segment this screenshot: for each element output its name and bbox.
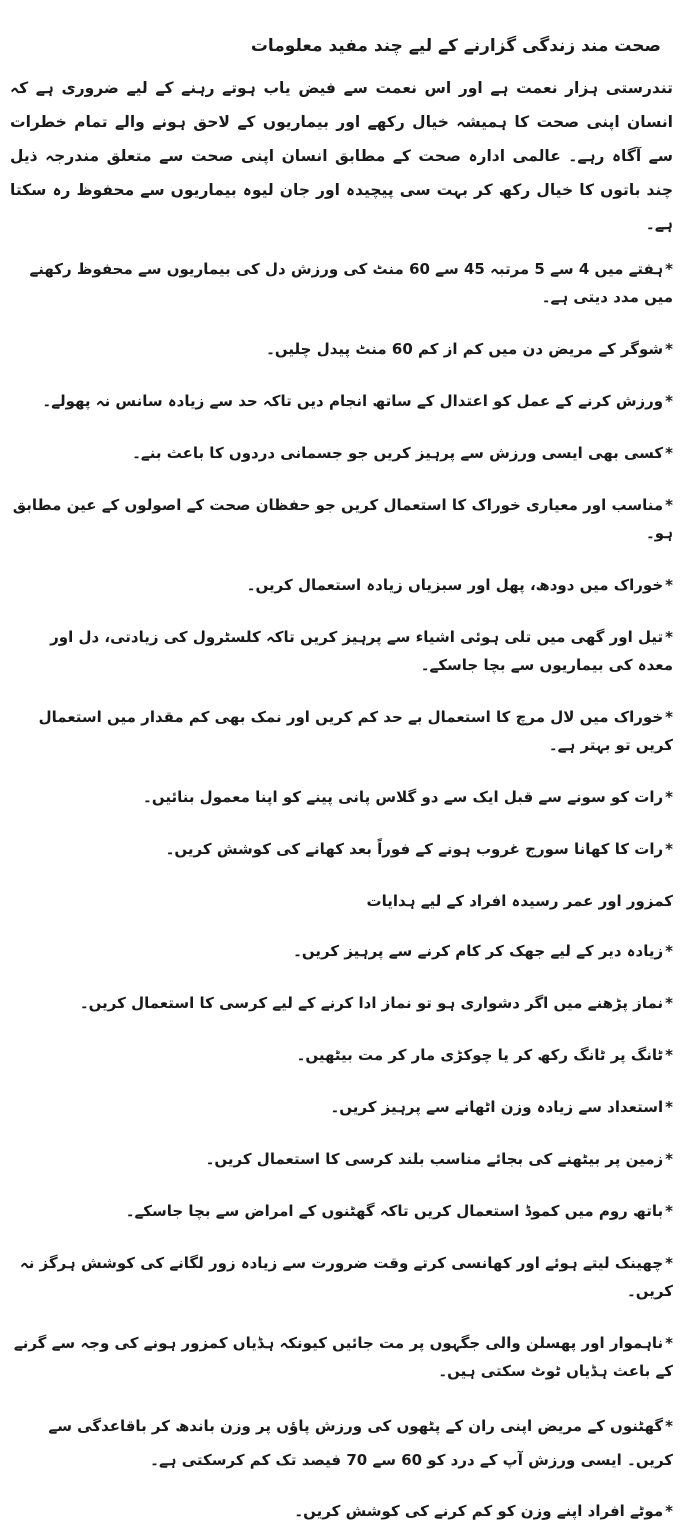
list-item <box>10 1145 673 1173</box>
list-item <box>10 989 673 1017</box>
bullet-mark: * <box>665 1202 673 1220</box>
list-item-text: ہفتے میں 4 سے 5 مرتبہ 45 سے 60 منٹ کی ورزش دل کی بیماریوں سے محفوظ رکھنے میں مدد دیتی ہے۔ <box>29 260 673 306</box>
list-item-text: گھٹنوں کے مریض اپنی ران کے پٹھوں کی ورزش پاؤں پر وزن باندھ کر باقاعدگی سے کریں۔ ایسی ورزش آپ کے درد کو 60 سے 70 فیصد تک کم کرسکتی ہے۔ <box>48 1417 673 1469</box>
list-item <box>10 439 673 467</box>
list-item-text: زمین پر بیٹھنے کی بجائے مناسب بلند کرسی کا استعمال کریں۔ <box>205 1150 664 1168</box>
list-item-text: شوگر کے مریض دن میں کم از کم 60 منٹ پیدل چلیں۔ <box>266 340 664 358</box>
list-item <box>10 1329 673 1385</box>
bullet-mark: * <box>665 942 673 960</box>
bullet-mark: * <box>665 1334 673 1352</box>
list-item-text: رات کو سونے سے قبل ایک سے دو گلاس پانی پینے کو اپنا معمول بنائیں۔ <box>143 788 664 806</box>
bullet-mark: * <box>665 1502 673 1520</box>
bullet-mark: * <box>665 392 673 410</box>
list-item <box>10 623 673 679</box>
health-tips-list <box>10 255 673 863</box>
bullet-mark: * <box>665 1417 673 1435</box>
bullet-mark: * <box>665 840 673 858</box>
list-item-text: خوراک میں دودھ، پھل اور سبزیاں زیادہ استعمال کریں۔ <box>246 576 664 594</box>
list-item <box>10 571 673 599</box>
article-title: صحت مند زندگی گزارنے کے لیے چند مفید معلومات <box>250 36 661 56</box>
list-item <box>10 335 673 363</box>
list-item-text: باتھ روم میں کموڈ استعمال کریں تاکہ گھٹنوں کے امراض سے بچا جاسکے۔ <box>125 1202 664 1220</box>
bullet-mark: * <box>665 444 673 462</box>
bullet-mark: * <box>665 1254 673 1272</box>
article-intro: تندرستی ہزار نعمت ہے اور اس نعمت سے فیض یاب ہوتے رہنے کے لیے ضروری ہے کہ انسان اپنی صحت کا ہمیشہ خیال رکھے اور بیماریوں کے لاحق ہونے والے تمام خطرات سے آگاہ رہے۔ عالمی ادارہ صحت کے مطابق انسان اپنی صحت سے متعلق مندرجہ ذیل چند باتوں کا خیال رکھ کر بہت سی پیچیدہ اور جان لیوہ بیماریوں سے محفوظ رہ سکتا ہے۔ <box>10 79 673 233</box>
list-item-text: نماز پڑھنے میں اگر دشواری ہو تو نماز ادا کرنے کے لیے کرسی کا استعمال کریں۔ <box>79 994 664 1012</box>
bullet-mark: * <box>665 788 673 806</box>
list-item-text: کسی بھی ایسی ورزش سے پرہیز کریں جو جسمانی دردوں کا باعث بنے۔ <box>132 444 664 462</box>
bullet-mark: * <box>665 994 673 1012</box>
list-item <box>10 387 673 415</box>
bullet-mark: * <box>665 576 673 594</box>
list-item <box>10 1249 673 1305</box>
list-item-text: رات کا کھانا سورج غروب ہونے کے فوراً بعد کھانے کی کوشش کریں۔ <box>165 840 664 858</box>
list-item <box>10 1041 673 1069</box>
bullet-mark: * <box>665 1150 673 1168</box>
list-item-text: خوراک میں لال مرچ کا استعمال بے حد کم کریں اور نمک بھی کم مقدار میں استعمال کریں تو بہتر ہے۔ <box>38 708 673 754</box>
bullet-mark: * <box>665 496 673 514</box>
list-item <box>10 937 673 965</box>
list-item-text: ورزش کرنے کے عمل کو اعتدال کے ساتھ انجام دیں تاکہ حد سے زیادہ سانس نہ پھولے۔ <box>42 392 664 410</box>
list-item <box>10 703 673 759</box>
list-item <box>10 835 673 863</box>
list-item-text: موٹے افراد اپنے وزن کو کم کرنے کی کوشش کریں۔ <box>294 1502 664 1520</box>
list-item <box>10 783 673 811</box>
bullet-mark: * <box>665 708 673 726</box>
list-item-text: چھینک لیتے ہوئے اور کھانسی کرتے وقت ضرورت سے زیادہ زور لگانے کی کوشش ہرگز نہ کریں۔ <box>19 1254 673 1300</box>
list-item <box>10 255 673 311</box>
list-item <box>10 1409 673 1477</box>
bullet-mark: * <box>665 1098 673 1116</box>
list-item-text: ٹانگ پر ٹانگ رکھ کر یا چوکڑی مار کر مت بیٹھیں۔ <box>296 1046 664 1064</box>
list-item-text: مناسب اور معیاری خوراک کا استعمال کریں جو حفظان صحت کے اصولوں کے عین مطابق ہو۔ <box>12 496 673 542</box>
list-item <box>10 1093 673 1121</box>
list-item-text: استعداد سے زیادہ وزن اٹھانے سے پرہیز کریں۔ <box>330 1098 664 1116</box>
bullet-mark: * <box>665 628 673 646</box>
list-item-text: زیادہ دیر کے لیے جھک کر کام کرنے سے پرہیز کریں۔ <box>293 942 664 960</box>
list-item <box>10 491 673 547</box>
bullet-mark: * <box>665 260 673 278</box>
list-item-text: ناہموار اور پھسلن والی جگہوں پر مت جائیں کیونکہ ہڈیاں کمزور ہونے کی وجہ سے گرنے کے باعث ہڈیاں ٹوٹ سکتی ہیں۔ <box>13 1334 673 1380</box>
bullet-mark: * <box>665 1046 673 1064</box>
list-item-text: تیل اور گھی میں تلی ہوئی اشیاء سے پرہیز کریں تاکہ کلسٹرول کی زیادتی، دل اور معدہ کی بیماریوں سے بچا جاسکے۔ <box>50 628 673 674</box>
bullet-mark: * <box>665 340 673 358</box>
list-item <box>10 1197 673 1225</box>
elderly-tips-list <box>10 937 673 1525</box>
elderly-section-heading: کمزور اور عمر رسیدہ افراد کے لیے ہدایات <box>366 892 673 910</box>
list-item <box>10 1497 673 1525</box>
